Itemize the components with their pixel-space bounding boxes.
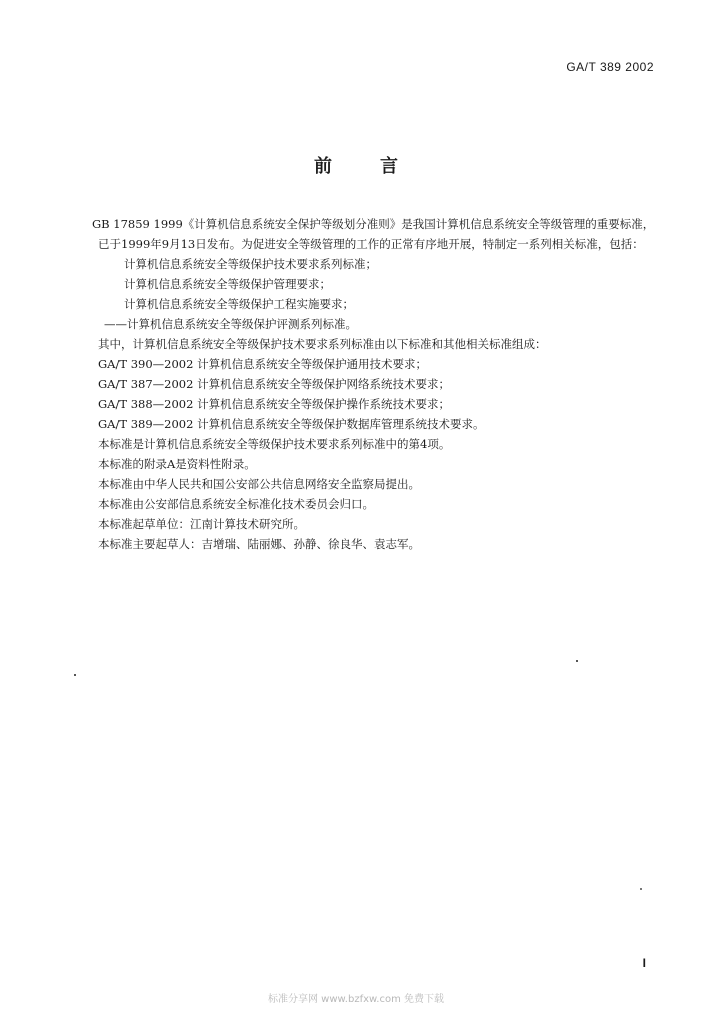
page-title: 前言 bbox=[314, 156, 446, 177]
note-line: 本标准是计算机信息系统安全等级保护技术要求系列标准中的第4项。 bbox=[98, 437, 451, 451]
list-item: 计算机信息系统安全等级保护工程实施要求； bbox=[124, 297, 354, 311]
scan-speck bbox=[640, 888, 642, 890]
note-line: 本标准的附录A是资料性附录。 bbox=[98, 457, 256, 471]
page-number: I bbox=[642, 956, 646, 970]
note-line: 本标准起草单位：江南计算技术研究所。 bbox=[98, 517, 305, 531]
note-line: 本标准主要起草人：吉增瑞、陆丽娜、孙静、徐良华、袁志军。 bbox=[98, 537, 420, 551]
scan-speck bbox=[74, 674, 76, 676]
note-line: 本标准由中华人民共和国公安部公共信息网络安全监察局提出。 bbox=[98, 477, 420, 491]
foreword-body bbox=[92, 214, 661, 554]
scan-speck bbox=[576, 660, 578, 662]
series-intro: 其中，计算机信息系统安全等级保护技术要求系列标准由以下标准和其他相关标准组成： bbox=[98, 337, 547, 351]
list-item: ——计算机信息系统安全等级保护评测系列标准。 bbox=[104, 317, 357, 331]
intro-paragraph: GB 17859 1999《计算机信息系统安全保护等级划分准则》是我国计算机信息系统安全等级管理的重要标准，已于1999年9月13日发布。为促进安全等级管理的工作的正常有序地开展，特制定一系列相关标准，包括： bbox=[92, 217, 655, 251]
watermark-text: 标准分享网 www.bzfxw.com 免费下载 bbox=[268, 994, 444, 1005]
standard-line: GA/T 388—2002 计算机信息系统安全等级保护操作系统技术要求； bbox=[98, 397, 451, 411]
document-code: GA/T 389 2002 bbox=[566, 60, 654, 74]
standard-line: GA/T 387—2002 计算机信息系统安全等级保护网络系统技术要求； bbox=[98, 377, 451, 391]
list-item: 计算机信息系统安全等级保护管理要求； bbox=[124, 277, 331, 291]
standard-line: GA/T 389—2002 计算机信息系统安全等级保护数据库管理系统技术要求。 bbox=[98, 417, 485, 431]
note-line: 本标准由公安部信息系统安全标准化技术委员会归口。 bbox=[98, 497, 374, 511]
list-item: 计算机信息系统安全等级保护技术要求系列标准； bbox=[124, 257, 377, 271]
standard-line: GA/T 390—2002 计算机信息系统安全等级保护通用技术要求； bbox=[98, 357, 428, 371]
